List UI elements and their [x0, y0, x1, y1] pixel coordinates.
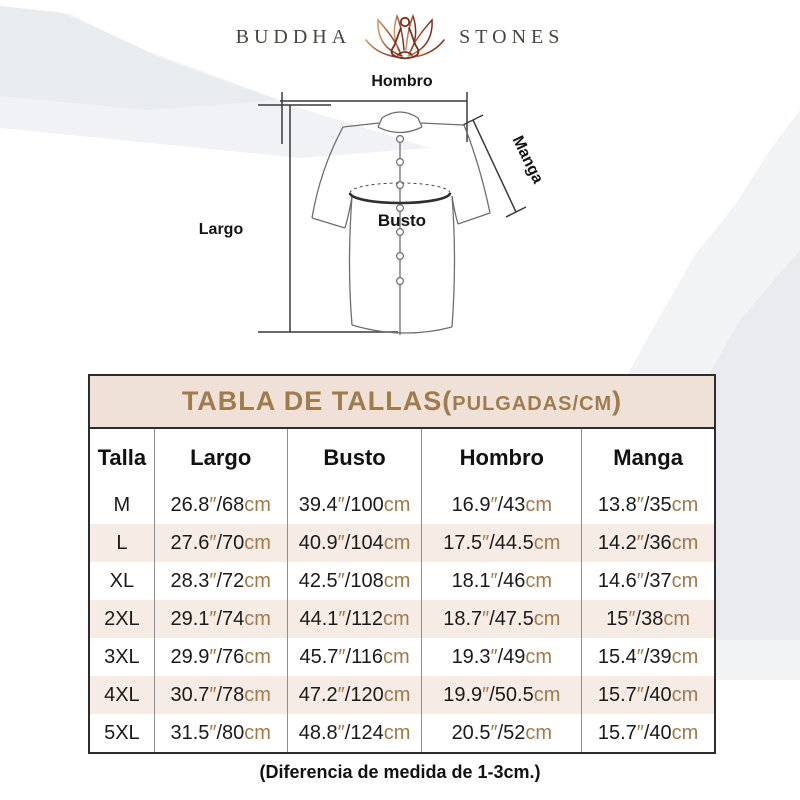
size-label: M: [113, 493, 131, 516]
measurement-cell: 17.5″/44.5cm: [422, 524, 582, 562]
size-row-xl: [90, 562, 714, 600]
column-header-busto: Busto: [287, 429, 422, 486]
brand-logo: [0, 10, 800, 64]
measurement-cell: 40.9″/104cm: [287, 524, 422, 562]
size-label: 5XL: [104, 721, 140, 744]
measurement-cell: 26.8″/68cm: [154, 486, 287, 524]
measurement-cell: 15.4″/39cm: [582, 638, 714, 676]
label-bust: Busto: [377, 211, 427, 230]
measurement-cell: 18.7″/47.5cm: [422, 600, 582, 638]
measurement-cell: 18.1″/46cm: [422, 562, 582, 600]
measurement-cell: 14.6″/37cm: [582, 562, 714, 600]
size-table-title: [90, 376, 714, 429]
size-label: XL: [109, 569, 135, 592]
column-header-manga: Manga: [582, 429, 714, 486]
lotus-meditation-icon: [363, 10, 447, 64]
column-header-hombro: Hombro: [422, 429, 582, 486]
column-header-talla: Talla: [90, 429, 154, 486]
measurement-cell: 30.7″/78cm: [154, 676, 287, 714]
size-table-body: [90, 486, 714, 752]
measurement-cell: 42.5″/108cm: [287, 562, 422, 600]
size-table-grid: [90, 429, 714, 752]
size-row-l: [90, 524, 714, 562]
title-suffix: ): [612, 386, 623, 416]
size-row-2xl: [90, 600, 714, 638]
size-row-3xl: [90, 638, 714, 676]
measurement-cell: 14.2″/36cm: [582, 524, 714, 562]
title-prefix: TABLA DE TALLAS(: [181, 386, 453, 416]
measurement-cell: 44.1″/112cm: [287, 600, 422, 638]
title-unit: PULGADAS/CM: [452, 393, 613, 415]
measurement-cell: 29.1″/74cm: [154, 600, 287, 638]
size-label: 4XL: [104, 683, 140, 706]
measurement-cell: 20.5″/52cm: [422, 714, 582, 752]
measurement-cell: 19.9″/50.5cm: [422, 676, 582, 714]
measurement-cell: 31.5″/80cm: [154, 714, 287, 752]
measurement-cell: 15.7″/40cm: [582, 714, 714, 752]
measurement-cell: 15″/38cm: [582, 600, 714, 638]
brand-name-left: BUDDHA: [235, 25, 352, 48]
measurement-cell: 29.9″/76cm: [154, 638, 287, 676]
label-sleeve: Manga: [508, 133, 547, 187]
brand-name-right: STONES: [459, 25, 565, 48]
size-label: 3XL: [104, 645, 140, 668]
measurement-cell: 15.7″/40cm: [582, 676, 714, 714]
measurement-cell: 48.8″/124cm: [287, 714, 422, 752]
measurement-cell: 16.9″/43cm: [422, 486, 582, 524]
size-row-4xl: [90, 676, 714, 714]
measurement-cell: 28.3″/72cm: [154, 562, 287, 600]
measurement-cell: 19.3″/49cm: [422, 638, 582, 676]
measurement-cell: 13.8″/35cm: [582, 486, 714, 524]
size-table: [88, 374, 716, 754]
measurement-cell: 47.2″/120cm: [287, 676, 422, 714]
measurement-tolerance-note: (Diferencia de medida de 1-3cm.): [259, 762, 541, 782]
size-row-5xl: [90, 714, 714, 752]
label-length: Largo: [198, 221, 244, 238]
measurement-cell: 45.7″/116cm: [287, 638, 422, 676]
size-label: L: [116, 531, 128, 554]
size-row-m: [90, 486, 714, 524]
measurement-cell: 27.6″/70cm: [154, 524, 287, 562]
column-header-row: [90, 429, 714, 486]
label-shoulder: Hombro: [371, 73, 433, 90]
measurement-cell: 39.4″/100cm: [287, 486, 422, 524]
size-label: 2XL: [104, 607, 140, 630]
column-header-largo: Largo: [154, 429, 287, 486]
